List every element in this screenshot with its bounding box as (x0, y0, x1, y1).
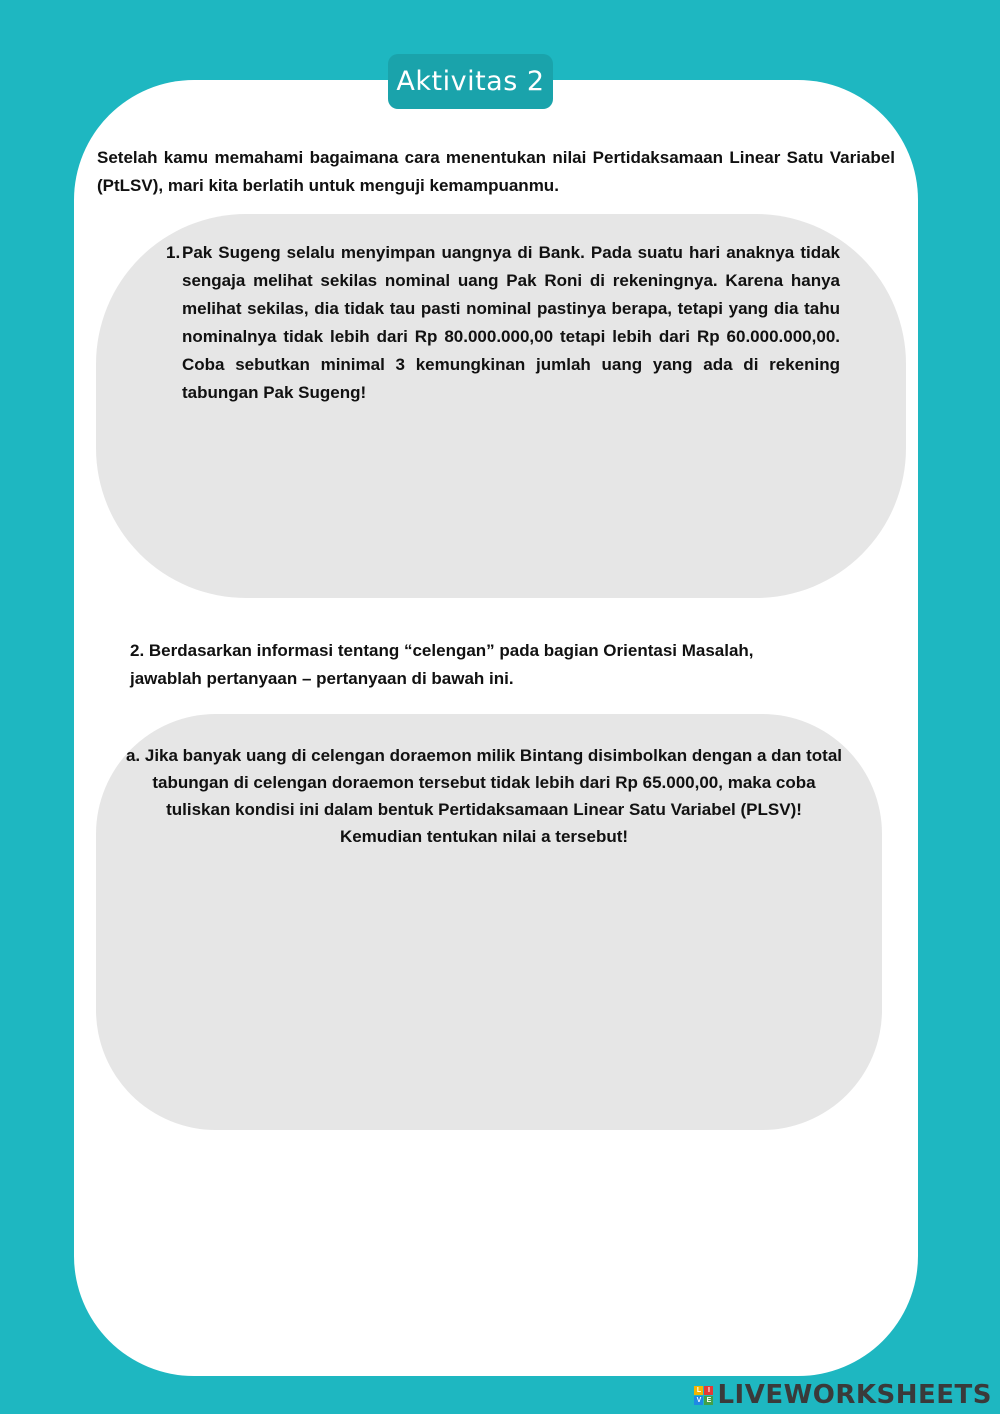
liveworksheets-brand (694, 1380, 992, 1410)
question-2-text: 2. Berdasarkan informasi tentang “celengan” pada bagian Orientasi Masalah, jawablah pertanyaan – pertanyaan di bawah ini. (130, 641, 754, 688)
question-1-number: 1. (166, 243, 181, 262)
logo-letter-v: V (694, 1396, 703, 1405)
activity-title: Aktivitas 2 (388, 54, 553, 109)
logo-letter-l: L (694, 1386, 703, 1395)
question-2a-text: a. Jika banyak uang di celengan doraemon milik Bintang disimbolkan dengan a dan total tabungan di celengan doraemon tersebut tidak lebih dari Rp 65.000,00, maka coba tuliskan kondisi ini dalam bentuk Pertidaksamaan Linear Satu Variabel (PLSV)! Kemudian tentukan nilai a tersebut! (125, 746, 843, 846)
logo-letter-i: I (704, 1386, 713, 1395)
liveworksheets-logo-icon (694, 1386, 713, 1405)
question-1-text: Pak Sugeng selalu menyimpan uangnya di Bank. Pada suatu hari anaknya tidak sengaja melihat sekilas nominal uang Pak Roni di rekeningnya. Karena hanya melihat sekilas, dia tidak tau pasti nominal pastinya berapa, tetapi yang dia tahu nominalnya tidak lebih dari Rp 80.000.000,00 tetapi lebih dari Rp 60.000.000,00. Coba sebutkan minimal 3 kemungkinan jumlah uang yang ada di rekening tabungan Pak Sugeng! (182, 243, 840, 402)
brand-text: LIVEWORKSHEETS (717, 1380, 992, 1410)
logo-letter-e: E (704, 1396, 713, 1405)
intro-text: Setelah kamu memahami bagaimana cara menentukan nilai Pertidaksamaan Linear Satu Variabel (PtLSV), mari kita berlatih untuk menguji kemampuanmu. (97, 148, 895, 195)
question-1 (166, 239, 840, 407)
